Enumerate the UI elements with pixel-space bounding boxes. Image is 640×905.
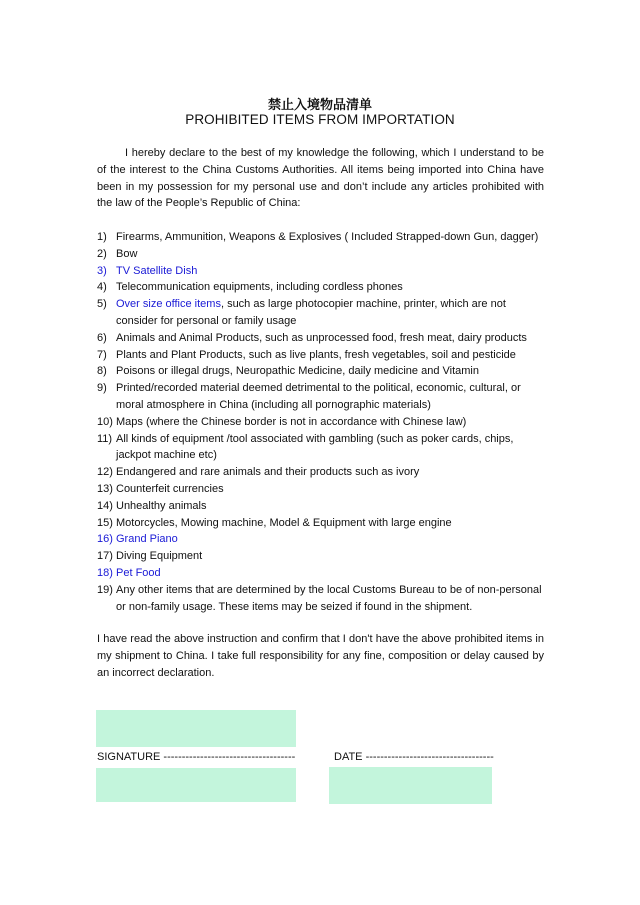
- list-item-body: Firearms, Ammunition, Weapons & Explosives ( Included Strapped-down Gun, dagger): [116, 231, 539, 243]
- list-item: [97, 414, 545, 431]
- list-item-body: Any other items that are determined by the local Customs Bureau to be of non-personal or non-family usage. These items may be seized if found in the shipment.: [116, 583, 542, 613]
- list-item-number: 7): [97, 348, 107, 361]
- list-item-text: [116, 431, 545, 465]
- list-item-text: [116, 548, 545, 565]
- list-item: [97, 431, 545, 465]
- list-item: [97, 330, 545, 347]
- list-item-body: Bow: [116, 247, 138, 260]
- list-item-body: All kinds of equipment /tool associated with gambling (such as poker cards, chips, jackpot machine etc): [116, 432, 514, 462]
- list-item-text: [116, 279, 545, 296]
- list-item-number: 18): [97, 566, 113, 579]
- list-item-body: Plants and Plant Products, such as live plants, fresh vegetables, soil and pesticide: [116, 348, 516, 361]
- list-item: [97, 498, 545, 515]
- list-item-text: [116, 347, 545, 364]
- list-item-text: [116, 330, 545, 347]
- list-item: [97, 363, 545, 380]
- list-item-text: [116, 296, 545, 330]
- signature-field-bottom[interactable]: [96, 768, 296, 802]
- list-item-text: [116, 531, 545, 548]
- list-item-number: 6): [97, 331, 107, 344]
- list-item-number: 8): [97, 365, 107, 378]
- list-item: [97, 565, 545, 582]
- list-item: [97, 229, 545, 246]
- signature-label: SIGNATURE ------------------------------------: [97, 751, 296, 763]
- list-item-text: [116, 363, 545, 380]
- list-item-number: 11): [97, 432, 113, 445]
- list-item-number: 13): [97, 482, 113, 495]
- list-item-text: [116, 229, 545, 246]
- list-item: [97, 347, 545, 364]
- list-item-number: 9): [97, 382, 107, 395]
- title-english: PROHIBITED ITEMS FROM IMPORTATION: [185, 112, 455, 127]
- list-item-number: 5): [97, 298, 107, 311]
- list-item-body: Endangered and rare animals and their products such as ivory: [116, 466, 420, 479]
- list-item-body: Telecommunication equipments, including cordless phones: [116, 281, 403, 294]
- list-item-body: Poisons or illegal drugs, Neuropathic Medicine, daily medicine and Vitamin: [116, 365, 479, 378]
- list-item-number: 14): [97, 499, 113, 512]
- list-item-body: Maps (where the Chinese border is not in accordance with Chinese law): [116, 415, 467, 428]
- list-item-number: 4): [97, 281, 107, 294]
- list-item-number: 15): [97, 516, 113, 529]
- list-item: [97, 279, 545, 296]
- date-field[interactable]: [329, 767, 492, 804]
- list-item-body: Animals and Animal Products, such as unprocessed food, fresh meat, dairy products: [116, 331, 527, 344]
- list-item-number: 16): [97, 533, 113, 546]
- list-item-text: [116, 246, 545, 263]
- list-item: [97, 515, 545, 532]
- list-item-body: Motorcycles, Mowing machine, Model & Equipment with large engine: [116, 516, 452, 529]
- list-item-body: Printed/recorded material deemed detrimental to the political, economic, cultural, or moral atmosphere in China (including all pornographic materials): [116, 382, 521, 411]
- list-item-text: [116, 515, 545, 532]
- list-item-number: 1): [97, 231, 107, 243]
- date-label: DATE -----------------------------------: [334, 751, 494, 763]
- title-chinese: 禁止入境物品清单: [267, 98, 372, 113]
- list-item-text: [116, 582, 545, 616]
- list-item-text: [116, 481, 545, 498]
- signature-field-top[interactable]: [96, 710, 296, 747]
- list-item-number: 3): [97, 264, 107, 277]
- intro-text: I hereby declare to the best of my knowledge the following, which I understand to be of the interest to the China Customs Authorities. All items being imported into China have been in my possession for my personal use and don’t include any articles prohibited with the law of the People’s Republic of China:: [97, 147, 544, 210]
- list-item: [97, 263, 545, 280]
- list-item: [97, 246, 545, 263]
- list-item-text: [116, 414, 545, 431]
- list-item: [97, 531, 545, 548]
- list-item-body: , such as large photocopier machine, printer, which are not consider for personal or family usage: [116, 298, 506, 327]
- list-item-body: Unhealthy animals: [116, 499, 207, 512]
- list-item-text: [116, 565, 545, 582]
- list-item-body: Diving Equipment: [116, 550, 203, 563]
- list-item-text: [116, 498, 545, 515]
- list-item-text: [116, 464, 545, 481]
- closing-paragraph: I have read the above instruction and confirm that I don't have the above prohibited items in my shipment to China. I take full responsibility for any fine, composition or delay caused by an incorrect declaration.: [97, 633, 544, 679]
- list-item-number: 19): [97, 583, 113, 596]
- list-item: [97, 464, 545, 481]
- list-item-highlight: Over size office items: [116, 298, 221, 311]
- list-item-number: 2): [97, 247, 107, 260]
- list-item: [97, 380, 545, 414]
- list-item-highlight: TV Satellite Dish: [116, 264, 198, 277]
- list-item-body: Counterfeit currencies: [116, 482, 224, 495]
- prohibited-items-list: [97, 229, 545, 615]
- list-item-text: [116, 263, 545, 280]
- list-item: [97, 296, 545, 330]
- list-item-number: 10): [97, 415, 113, 428]
- list-item-highlight: Grand Piano: [116, 533, 178, 546]
- intro-paragraph: [97, 145, 544, 212]
- list-item-number: 12): [97, 466, 113, 479]
- list-item-text: [116, 380, 545, 414]
- list-item-highlight: Pet Food: [116, 566, 161, 579]
- list-item-number: 17): [97, 550, 113, 563]
- list-item: [97, 548, 545, 565]
- list-item: [97, 582, 545, 616]
- list-item: [97, 481, 545, 498]
